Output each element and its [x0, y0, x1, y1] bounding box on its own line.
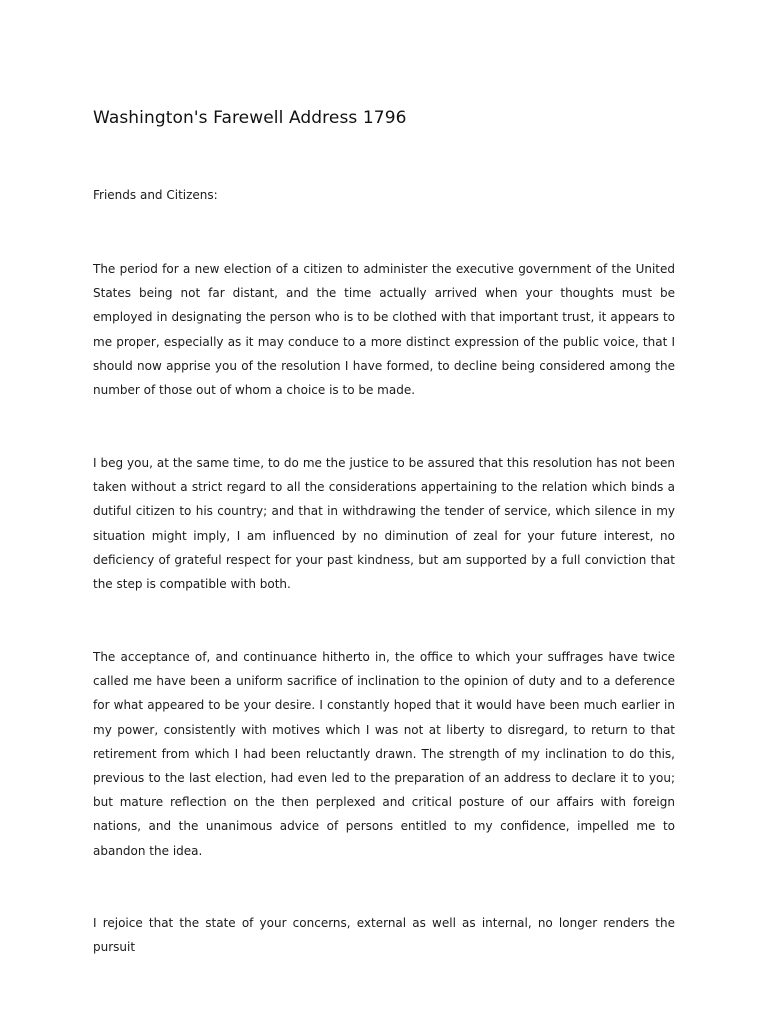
paragraph-3: The acceptance of, and continuance hitherto in, the office to which your suffrages have twice called me have been a uniform sacrifice of inclination to the opinion of duty and to a deference for what appeared to be your desire. I constantly hoped that it would have been much earlier in my power, consistently with motives which I was not at liberty to disregard, to return to that retirement from which I had been reluctantly drawn. The strength of my inclination to do this, previous to the last election, had even led to the preparation of an address to declare it to you; but mature reflection on the then perplexed and critical posture of our affairs with foreign nations, and the unanimous advice of persons entitled to my confidence, impelled me to abandon the idea.: [93, 650, 675, 858]
paragraph-1: The period for a new election of a citizen to administer the executive government of the United States being not far distant, and the time actually arrived when your thoughts must be employed in designating the person who is to be clothed with that important trust, it appears to me proper, especially as it may conduce to a more distinct expression of the public voice, that I should now apprise you of the resolution I have formed, to decline being considered among the number of those out of whom a choice is to be made.: [93, 262, 675, 398]
salutation: Friends and Citizens:: [93, 188, 218, 202]
document-title: Washington's Farewell Address 1796: [93, 108, 407, 128]
paragraph-4: I rejoice that the state of your concerns, external as well as internal, no longer renders the pursuit: [93, 916, 675, 955]
paragraph-2: I beg you, at the same time, to do me the justice to be assured that this resolution has not been taken without a strict regard to all the considerations appertaining to the relation which binds a dutiful citizen to his country; and that in withdrawing the tender of service, which silence in my situation might imply, I am influenced by no diminution of zeal for your future interest, no deficiency of grateful respect for your past kindness, but am supported by a full conviction that the step is compatible with both.: [93, 456, 675, 592]
